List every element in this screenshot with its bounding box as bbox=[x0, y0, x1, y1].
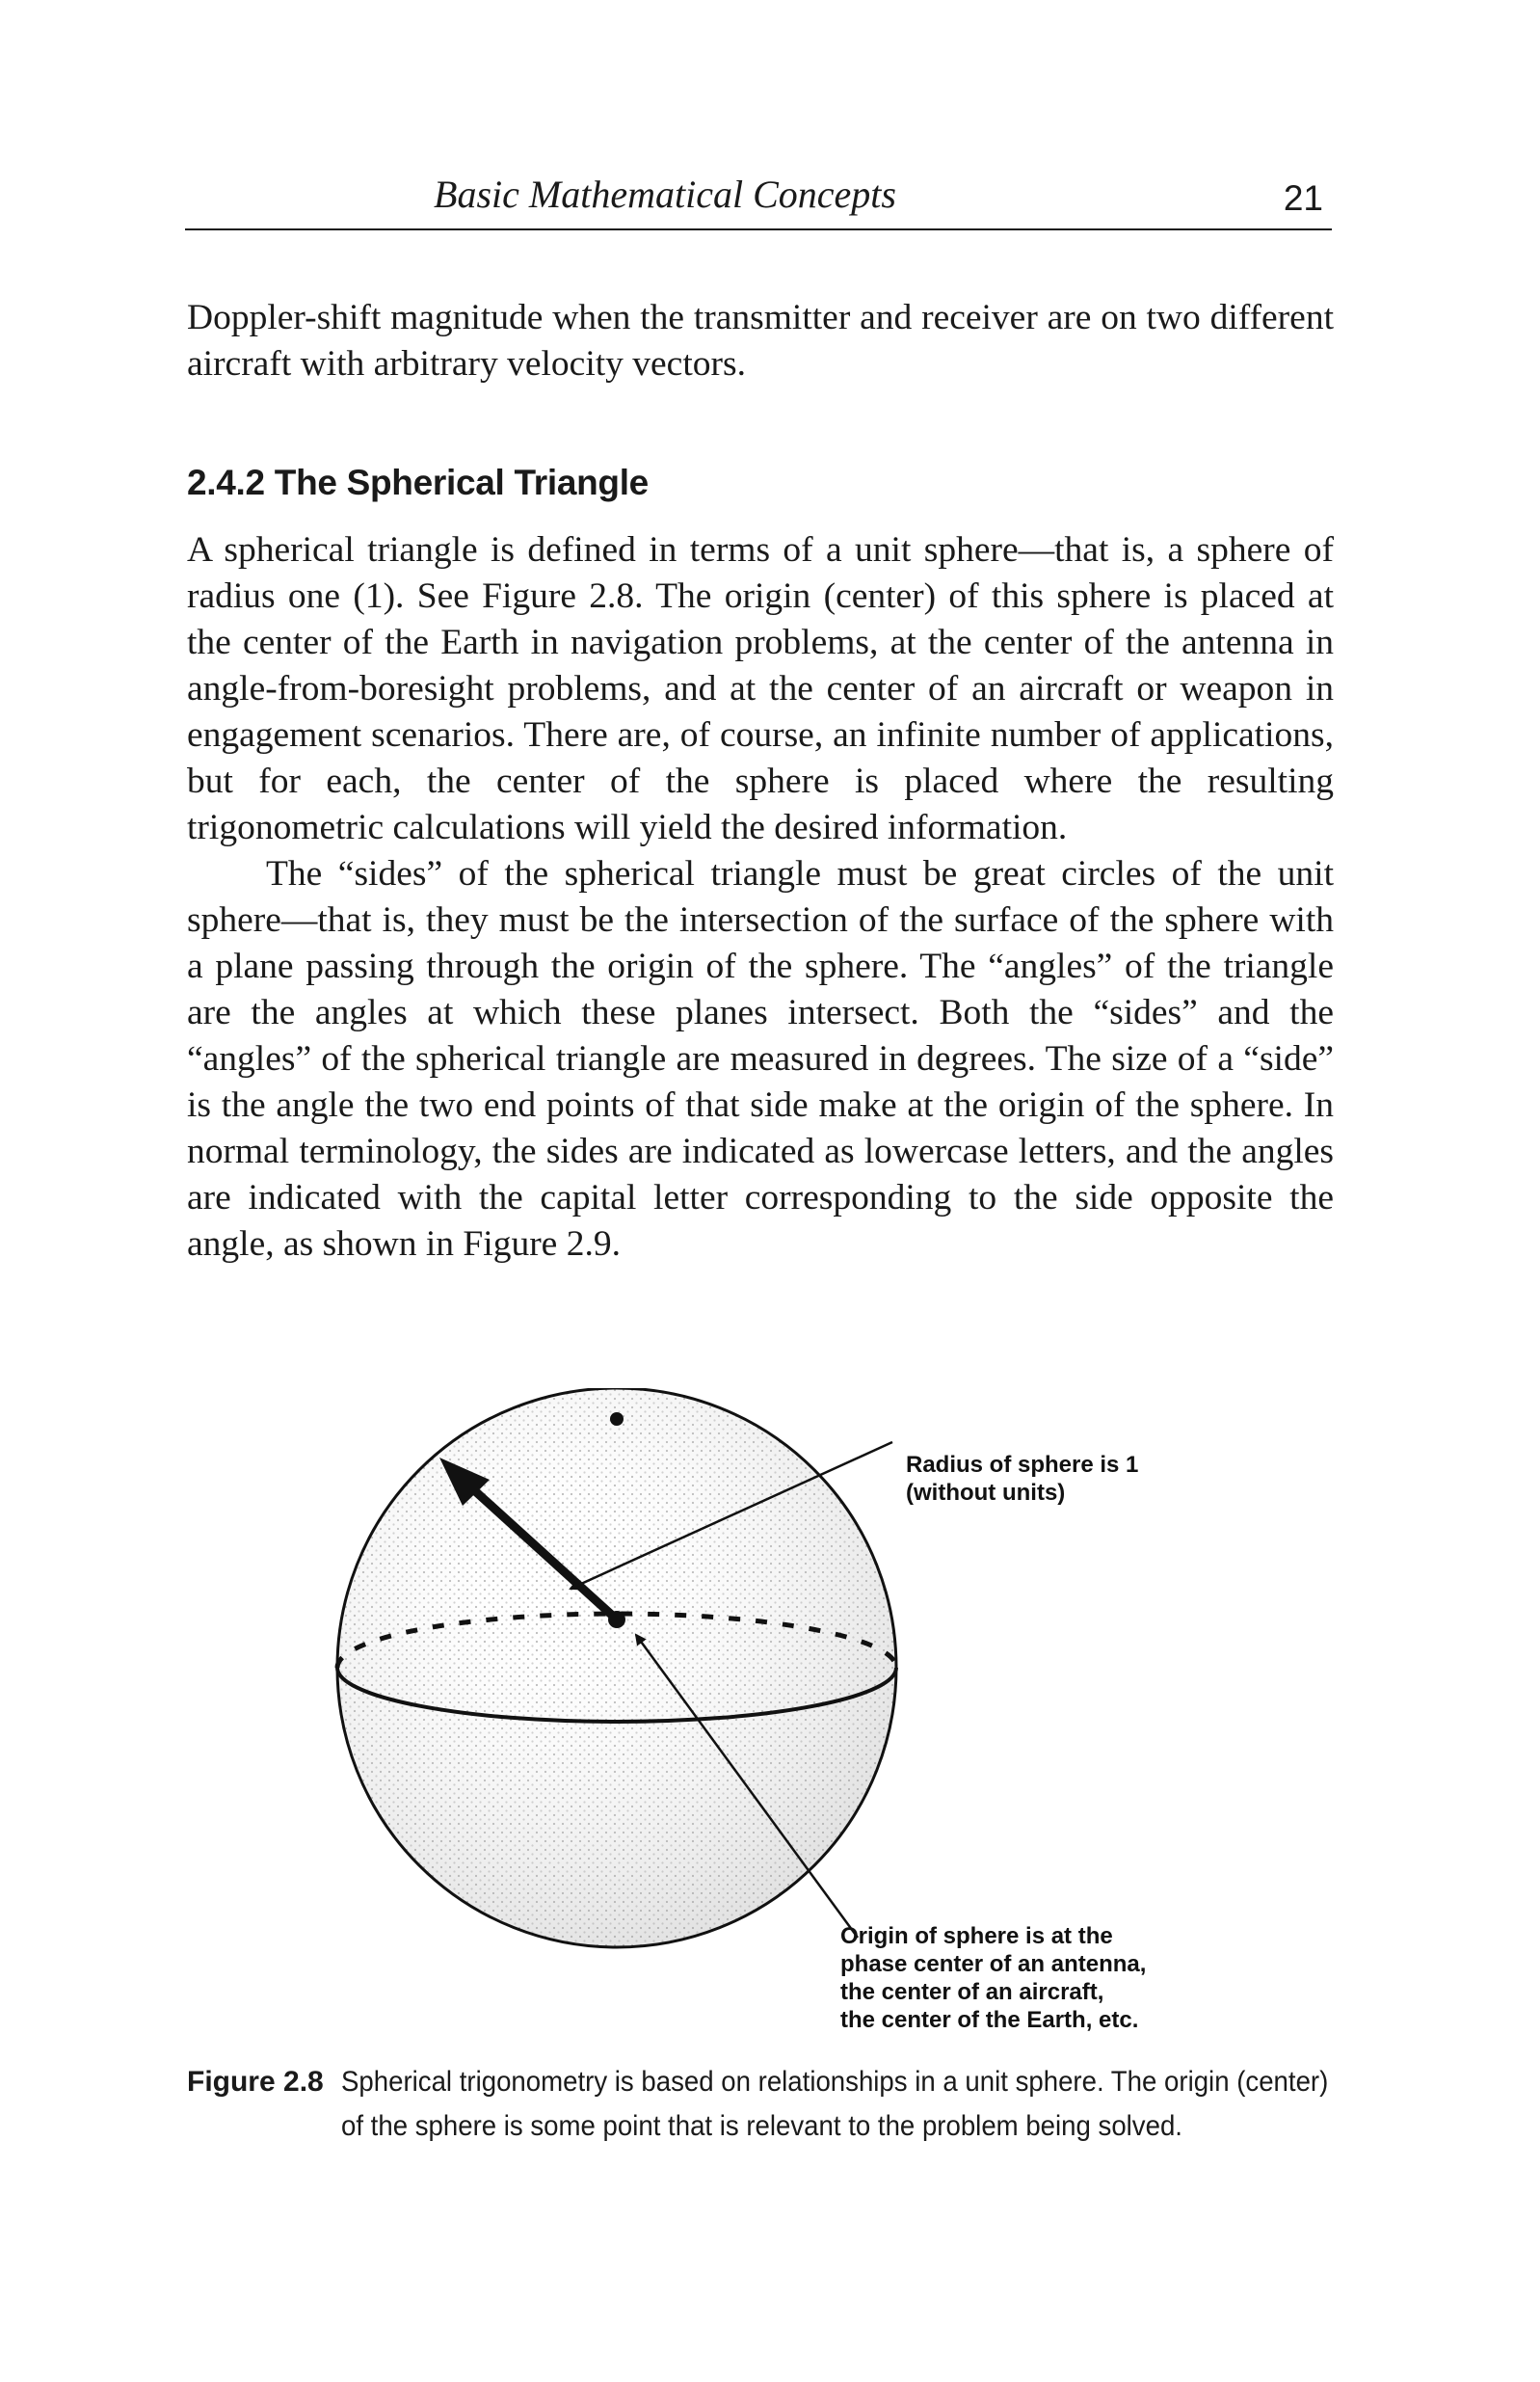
section-heading: 2.4.2 The Spherical Triangle bbox=[187, 463, 649, 502]
origin-callout-line: Origin of sphere is at the bbox=[840, 1923, 1113, 1949]
radius-callout bbox=[906, 1451, 1138, 1507]
figure-caption-text: Spherical trigonometry is based on relationships in a unit sphere. The origin (center) of the sphere is some point that is relevant to the problem being solved. bbox=[341, 2066, 1329, 2142]
origin-callout-line: the center of an aircraft, bbox=[840, 1979, 1104, 2005]
header-rule bbox=[185, 228, 1332, 230]
origin-callout-line: phase center of an antenna, bbox=[840, 1951, 1147, 1977]
figure-caption-label: Figure 2.8 bbox=[187, 2066, 324, 2098]
paragraph-sides-and-angles: The “sides” of the spherical triangle must be great circles of the unit sphere—that is, they must be the intersection of the surface of the sphere with a plane passing through the origin of the sphere. The “angles” of the triangle are the angles at which these planes intersect. Both the “sides” and the “angles” of the spherical triangle are measured in degrees. The size of a “side” is the angle the two end points of that side make at the origin of the sphere. In normal terminology, the sides are indicated as lowercase letters, and the angles are indicated with the capital letter corresponding to the side opposite the angle, as shown in Figure 2.9. bbox=[187, 854, 1334, 1264]
page-number: 21 bbox=[1283, 178, 1323, 218]
radius-callout-line: (without units) bbox=[906, 1480, 1066, 1506]
paragraph-spherical-triangle-definition: A spherical triangle is defined in terms of a unit sphere—that is, a sphere of radius one (1). See Figure 2.8. The origin (center) of this sphere is placed at the center of the Earth in navigation problems, at the center of the antenna in angle-from-boresight problems, and at the center of an aircraft or weapon in engagement scenarios. There are, of course, an infinite number of applications, but for each, the center of the sphere is placed where the resulting trigonometric calculations will yield the desired information. bbox=[187, 530, 1334, 847]
pole-point bbox=[610, 1412, 624, 1426]
running-title: Basic Mathematical Concepts bbox=[434, 173, 896, 216]
origin-callout-line: the center of the Earth, etc. bbox=[840, 2007, 1139, 2033]
origin-callout bbox=[840, 1922, 1146, 2034]
intro-paragraph: Doppler-shift magnitude when the transmitter and receiver are on two different aircraft with arbitrary velocity vectors. bbox=[187, 298, 1334, 384]
origin-point bbox=[608, 1611, 625, 1628]
radius-callout-line: Radius of sphere is 1 bbox=[906, 1452, 1139, 1478]
